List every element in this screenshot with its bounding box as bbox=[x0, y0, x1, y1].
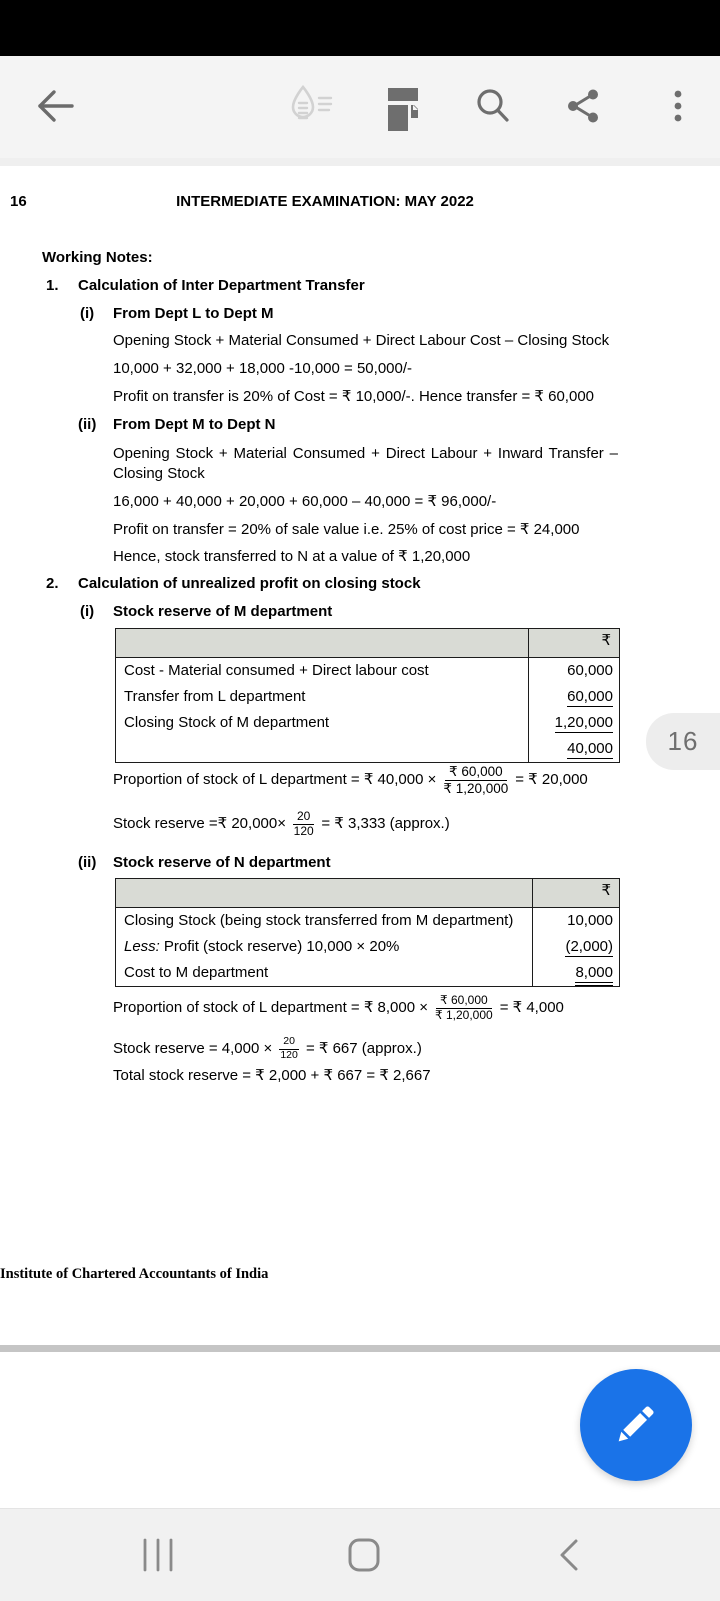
table2-row-label: Closing Stock (being stock transferred from M department) bbox=[124, 912, 514, 929]
fraction: $\frac{₹ 60,000}{₹ 1,20,000}$ bbox=[435, 992, 493, 1022]
home-button[interactable] bbox=[340, 1532, 388, 1580]
stock-reserve-equation-m: Stock reserve =₹ 20,000× $\frac{20}{120}$ = ₹ 3,333 (approx.) bbox=[113, 808, 450, 838]
note2-i-title: Stock reserve of M department bbox=[113, 603, 333, 620]
table2-row-amount: 10,000 bbox=[567, 912, 613, 929]
table1-row-label: Cost - Material consumed + Direct labour cost bbox=[124, 662, 429, 679]
note1-ii-line2: Closing Stock bbox=[113, 465, 205, 482]
page-view-button[interactable] bbox=[377, 84, 429, 136]
note1-i-title: From Dept L to Dept M bbox=[113, 305, 274, 322]
table2-row-amount: 8,000 bbox=[533, 960, 620, 986]
note2-ii-title: Stock reserve of N department bbox=[113, 854, 331, 871]
table1-row-amount: 60,000 bbox=[567, 662, 613, 679]
stock-reserve-equation-n: Stock reserve = 4,000 × $\frac{20}{120}$ = ₹ 667 (approx.) bbox=[113, 1035, 422, 1061]
back-button[interactable] bbox=[30, 81, 82, 133]
note1-i-line3: Profit on transfer is 20% of Cost = ₹ 10,000/-. Hence transfer = ₹ 60,000 bbox=[113, 388, 595, 405]
search-icon bbox=[471, 84, 515, 131]
table2-header-empty bbox=[116, 879, 533, 908]
doc-page-number: 16 bbox=[10, 193, 27, 210]
home-icon bbox=[347, 1538, 381, 1575]
nav-back-button[interactable] bbox=[546, 1532, 594, 1580]
pencil-icon bbox=[610, 1398, 662, 1453]
table2-row-label: Cost to M department bbox=[124, 964, 269, 981]
navigation-bar bbox=[0, 1508, 720, 1601]
page-view-icon bbox=[388, 87, 418, 134]
stock-reserve-m-table bbox=[115, 628, 620, 763]
table1-row-amount: 60,000 bbox=[567, 688, 613, 705]
table2-row-amount: (2,000) bbox=[565, 938, 613, 955]
ink-reading-mode-icon bbox=[285, 83, 339, 134]
stock-reserve-n-table bbox=[115, 878, 620, 987]
search-button[interactable] bbox=[467, 81, 519, 133]
fraction: $\frac{20}{120}$ bbox=[293, 808, 314, 838]
pdf-page bbox=[0, 166, 720, 1345]
note2-number: 2. bbox=[46, 575, 59, 592]
table1-row-amount: 40,000 bbox=[567, 740, 613, 757]
note1-ii-line3: 16,000 + 40,000 + 20,000 + 60,000 – 40,000 = ₹ 96,000/- bbox=[113, 493, 497, 510]
note1-ii-marker: (ii) bbox=[78, 416, 97, 433]
note1-number: 1. bbox=[46, 277, 59, 294]
note1-i-line2: 10,000 + 32,000 + 18,000 -10,000 = 50,000/- bbox=[113, 360, 413, 377]
table1-header-empty bbox=[116, 629, 529, 658]
proportion-equation-n: Proportion of stock of L department = ₹ 8,000 × $\frac{₹ 60,000}{₹ 1,20,000}$ = ₹ 4,000 bbox=[113, 992, 564, 1022]
recents-icon bbox=[141, 1538, 175, 1575]
fraction: $\frac{20}{120}$ bbox=[280, 1035, 298, 1061]
note1-title: Calculation of Inter Department Transfer bbox=[78, 277, 365, 294]
fraction: $\frac{₹ 60,000}{₹ 1,20,000}$ bbox=[443, 763, 509, 796]
total-stock-reserve-line: Total stock reserve = ₹ 2,000 + ₹ 667 = ₹ 2,667 bbox=[113, 1067, 431, 1084]
note1-ii-line1: Opening Stock + Material Consumed + Direct Labour + Inward Transfer – bbox=[113, 445, 618, 462]
note1-i-marker: (i) bbox=[80, 305, 95, 322]
page-edge-strip bbox=[0, 1345, 720, 1352]
note1-ii-line5: Hence, stock transferred to N at a value of ₹ 1,20,000 bbox=[113, 548, 471, 565]
note2-i-marker: (i) bbox=[80, 603, 95, 620]
ink-reading-mode-button[interactable] bbox=[286, 82, 338, 134]
table1-header-currency: ₹ bbox=[529, 629, 620, 658]
more-options-icon bbox=[656, 84, 700, 131]
table2-row-label: Less: Profit (stock reserve) 10,000 × 20% bbox=[124, 938, 400, 955]
edit-fab[interactable] bbox=[580, 1369, 692, 1481]
doc-footer: Institute of Chartered Accountants of India bbox=[0, 1266, 269, 1282]
table1-row-label: Transfer from L department bbox=[124, 688, 306, 705]
toolbar-divider bbox=[0, 158, 720, 166]
note1-ii-title: From Dept M to Dept N bbox=[113, 416, 276, 433]
status-bar bbox=[0, 0, 720, 56]
table1-row-amount: 1,20,000 bbox=[554, 714, 613, 731]
doc-header-title: INTERMEDIATE EXAMINATION: MAY 2022 bbox=[176, 193, 474, 210]
toolbar bbox=[0, 56, 720, 158]
share-button[interactable] bbox=[556, 81, 608, 133]
page-number-badge bbox=[646, 713, 720, 770]
more-options-button[interactable] bbox=[652, 81, 704, 133]
back-arrow-icon bbox=[34, 86, 78, 129]
table2-header-currency: ₹ bbox=[532, 879, 620, 908]
recents-button[interactable] bbox=[134, 1532, 182, 1580]
page-number-badge-text: 16 bbox=[667, 726, 699, 756]
proportion-equation-m: Proportion of stock of L department = ₹ 40,000 × $\frac{₹ 60,000}{₹ 1,20,000}$ = ₹ 20,000 bbox=[113, 763, 588, 796]
share-icon bbox=[560, 84, 604, 131]
note2-ii-marker: (ii) bbox=[78, 854, 97, 871]
note1-ii-line4: Profit on transfer = 20% of sale value i.e. 25% of cost price = ₹ 24,000 bbox=[113, 521, 580, 538]
note2-title: Calculation of unrealized profit on closing stock bbox=[78, 575, 421, 592]
nav-back-icon bbox=[553, 1538, 587, 1575]
table1-row-label: Closing Stock of M department bbox=[124, 714, 330, 731]
working-notes-heading: Working Notes: bbox=[42, 249, 153, 266]
note1-i-line1: Opening Stock + Material Consumed + Direct Labour Cost – Closing Stock bbox=[113, 332, 610, 349]
